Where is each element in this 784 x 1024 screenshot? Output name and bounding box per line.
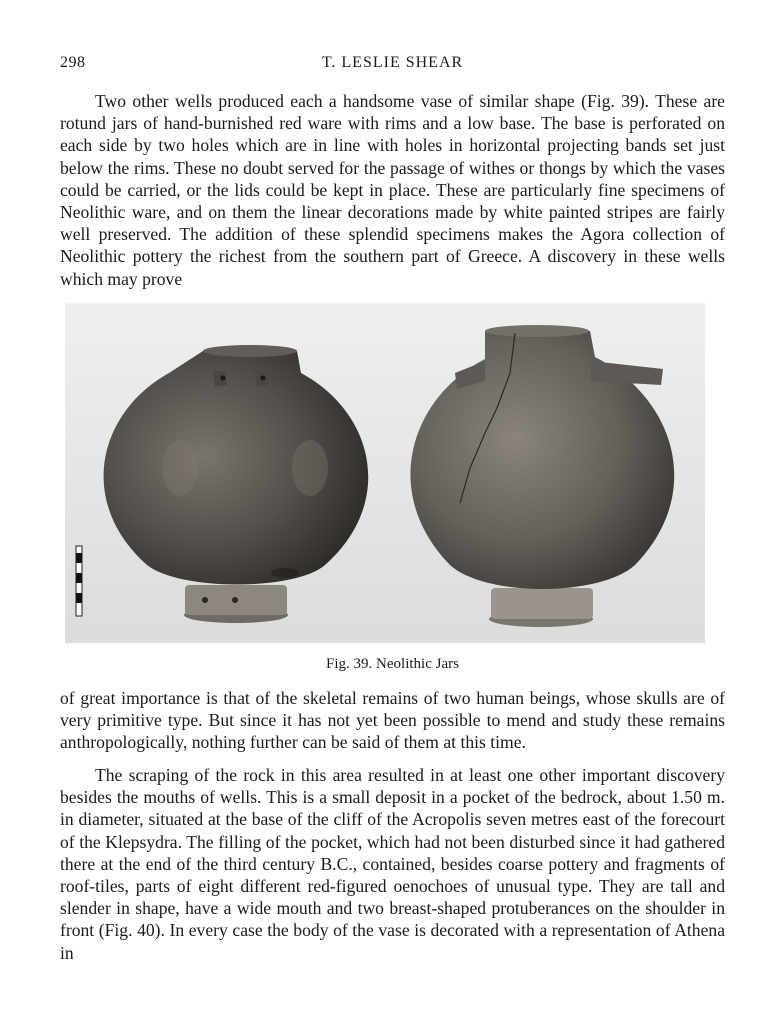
paragraph-wells-vases: Two other wells produced each a handsome vase of similar shape (Fig. 39). These are rotund jars of hand-burnished red ware with rims and a low base. The base is perforated on each side by two holes which are in line with holes in horizontal projecting bands set just below the rims. These no doubt served for the passage of withes or thongs by which the vases could be carried, or the lids could be kept in place. These are particularly fine specimens of Neolithic ware, and on them the linear decorations made by white painted stripes are fairly well preserved. The addition of these splendid specimens makes the Agora collection of Neolithic pottery the richest from the southern part of Greece. A discovery in these wells which may prove <box>60 91 725 289</box>
figure-photo-neolithic-jars <box>65 303 705 643</box>
page-header <box>60 54 725 78</box>
paragraph-rock-scraping: The scraping of the rock in this area resulted in at least one other important discovery besides the mouths of wells. This is a small deposit in a pocket of the bedrock, about 1.50 m. in diameter, situated at the base of the cliff of the Acropolis seven metres east of the forecourt of the Klepsydra. The filling of the pocket, which had not been disturbed since it had gathered there at the end of the third century B.C., contained, besides coarse pottery and fragments of roof-tiles, parts of eight different red-figured oenochoes of unusual type. They are tall and slender in shape, have a wide mouth and two breast-shaped protuberances on the shoulder in front (Fig. 40). In every case the body of the vase is decorated with a representation of Athena in <box>60 765 725 963</box>
figure-caption: Fig. 39. Neolithic Jars <box>326 656 459 672</box>
page-number: 298 <box>60 54 86 71</box>
scale-bar <box>76 546 82 616</box>
running-title: T. LESLIE SHEAR <box>321 54 464 71</box>
paragraph-skeletal-remains: of great importance is that of the skeletal remains of two human beings, whose skulls are of very primitive type. But since it has not yet been possible to mend and study these remains anthropologically, nothing further can be said of them at this time. <box>60 688 725 753</box>
